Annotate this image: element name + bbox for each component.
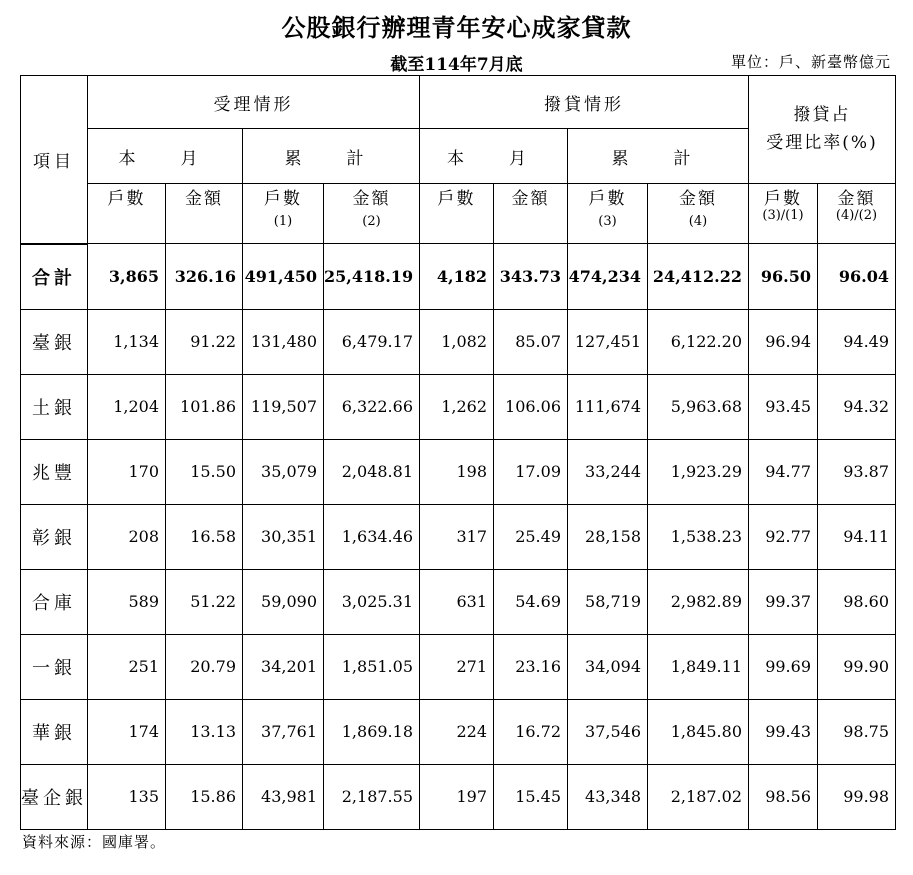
bank-name-cell: 臺企銀 (21, 764, 88, 829)
value-cell: 98.60 (818, 569, 896, 634)
value-cell: 3,025.31 (324, 569, 420, 634)
value-cell: 6,479.17 (324, 309, 420, 374)
value-cell: 208 (88, 504, 166, 569)
ratio-header-line1: 撥貸占 (793, 105, 851, 126)
value-cell: 93.87 (818, 439, 896, 504)
col-ratio-households: 戶數 (3)/(1) (749, 184, 818, 244)
unit-label: 單位：戶、新臺幣億元 (730, 53, 891, 71)
value-cell: 24,412.22 (648, 244, 749, 310)
table-body (21, 244, 896, 830)
value-cell: 99.98 (818, 764, 896, 829)
value-cell: 35,079 (243, 439, 324, 504)
value-cell: 317 (420, 504, 494, 569)
accept-group-header: 受理情形 (88, 76, 420, 129)
value-cell: 96.94 (749, 309, 818, 374)
value-cell: 343.73 (494, 244, 568, 310)
col-ratio-amount: 金額 (4)/(2) (818, 184, 896, 244)
value-cell: 4,182 (420, 244, 494, 310)
value-cell: 15.50 (166, 439, 243, 504)
value-cell: 96.04 (818, 244, 896, 310)
value-cell: 17.09 (494, 439, 568, 504)
value-cell: 98.75 (818, 699, 896, 764)
value-cell: 106.06 (494, 374, 568, 439)
accept-cumulative-header: 累 計 (243, 129, 420, 184)
value-cell: 54.69 (494, 569, 568, 634)
value-cell: 25.49 (494, 504, 568, 569)
value-cell: 3,865 (88, 244, 166, 310)
value-cell: 224 (420, 699, 494, 764)
table-row (21, 309, 896, 374)
value-cell: 28,158 (568, 504, 648, 569)
value-cell: 58,719 (568, 569, 648, 634)
ratio-group-header (749, 76, 896, 184)
bank-name-cell: 彰銀 (21, 504, 88, 569)
value-cell: 2,048.81 (324, 439, 420, 504)
value-cell: 6,322.66 (324, 374, 420, 439)
value-cell: 25,418.19 (324, 244, 420, 310)
value-cell: 94.49 (818, 309, 896, 374)
value-cell: 34,201 (243, 634, 324, 699)
col-accept-month-households: 戶數 (88, 184, 166, 244)
value-cell: 1,538.23 (648, 504, 749, 569)
value-cell: 101.86 (166, 374, 243, 439)
value-cell: 111,674 (568, 374, 648, 439)
value-cell: 20.79 (166, 634, 243, 699)
value-cell: 2,187.02 (648, 764, 749, 829)
value-cell: 1,262 (420, 374, 494, 439)
value-cell: 131,480 (243, 309, 324, 374)
bank-name-cell: 合計 (21, 244, 88, 310)
value-cell: 43,348 (568, 764, 648, 829)
table-row (21, 699, 896, 764)
value-cell: 93.45 (749, 374, 818, 439)
table-row (21, 634, 896, 699)
table-row (21, 569, 896, 634)
col-disburse-cum-households: 戶數 (3) (568, 184, 648, 244)
page-title: 公股銀行辦理青年安心成家貸款 (281, 13, 632, 42)
col-accept-cum-households: 戶數 (1) (243, 184, 324, 244)
value-cell: 43,981 (243, 764, 324, 829)
value-cell: 326.16 (166, 244, 243, 310)
value-cell: 119,507 (243, 374, 324, 439)
value-cell: 197 (420, 764, 494, 829)
value-cell: 251 (88, 634, 166, 699)
value-cell: 1,082 (420, 309, 494, 374)
bank-name-cell: 華銀 (21, 699, 88, 764)
value-cell: 96.50 (749, 244, 818, 310)
col-disburse-month-amount: 金額 (494, 184, 568, 244)
value-cell: 91.22 (166, 309, 243, 374)
source-note: 資料來源：國庫署。 (22, 833, 167, 851)
value-cell: 33,244 (568, 439, 648, 504)
value-cell: 51.22 (166, 569, 243, 634)
value-cell: 474,234 (568, 244, 648, 310)
value-cell: 170 (88, 439, 166, 504)
value-cell: 23.16 (494, 634, 568, 699)
col-disburse-month-households: 戶數 (420, 184, 494, 244)
table-row (21, 439, 896, 504)
value-cell: 99.90 (818, 634, 896, 699)
value-cell: 94.32 (818, 374, 896, 439)
value-cell: 1,204 (88, 374, 166, 439)
value-cell: 16.58 (166, 504, 243, 569)
accept-month-header: 本 月 (88, 129, 243, 184)
bank-name-cell: 合庫 (21, 569, 88, 634)
table-row-total (21, 244, 896, 310)
value-cell: 589 (88, 569, 166, 634)
table-row (21, 504, 896, 569)
value-cell: 1,134 (88, 309, 166, 374)
value-cell: 1,634.46 (324, 504, 420, 569)
value-cell: 174 (88, 699, 166, 764)
value-cell: 198 (420, 439, 494, 504)
table-row (21, 764, 896, 829)
table-header (21, 76, 896, 244)
col-disburse-cum-amount: 金額 (4) (648, 184, 749, 244)
bank-name-cell: 一銀 (21, 634, 88, 699)
value-cell: 2,187.55 (324, 764, 420, 829)
value-cell: 5,963.68 (648, 374, 749, 439)
value-cell: 1,923.29 (648, 439, 749, 504)
value-cell: 1,851.05 (324, 634, 420, 699)
loan-table (20, 75, 896, 830)
table-row (21, 374, 896, 439)
value-cell: 271 (420, 634, 494, 699)
value-cell: 34,094 (568, 634, 648, 699)
value-cell: 13.13 (166, 699, 243, 764)
value-cell: 99.37 (749, 569, 818, 634)
col-accept-cum-amount: 金額 (2) (324, 184, 420, 244)
value-cell: 127,451 (568, 309, 648, 374)
value-cell: 37,761 (243, 699, 324, 764)
ratio-header-line2: 受理比率(%) (766, 132, 878, 153)
date-subtitle: 截至114年7月底 (390, 55, 523, 75)
value-cell: 1,845.80 (648, 699, 749, 764)
bank-name-cell: 土銀 (21, 374, 88, 439)
disburse-month-header: 本 月 (420, 129, 568, 184)
value-cell: 16.72 (494, 699, 568, 764)
bank-name-cell: 臺銀 (21, 309, 88, 374)
value-cell: 15.45 (494, 764, 568, 829)
value-cell: 6,122.20 (648, 309, 749, 374)
value-cell: 1,869.18 (324, 699, 420, 764)
value-cell: 631 (420, 569, 494, 634)
item-header: 項目 (21, 76, 88, 244)
col-accept-month-amount: 金額 (166, 184, 243, 244)
value-cell: 30,351 (243, 504, 324, 569)
value-cell: 94.77 (749, 439, 818, 504)
value-cell: 98.56 (749, 764, 818, 829)
value-cell: 92.77 (749, 504, 818, 569)
value-cell: 85.07 (494, 309, 568, 374)
disburse-group-header: 撥貸情形 (420, 76, 749, 129)
value-cell: 491,450 (243, 244, 324, 310)
value-cell: 2,982.89 (648, 569, 749, 634)
value-cell: 99.43 (749, 699, 818, 764)
value-cell: 37,546 (568, 699, 648, 764)
value-cell: 59,090 (243, 569, 324, 634)
value-cell: 15.86 (166, 764, 243, 829)
bank-name-cell: 兆豐 (21, 439, 88, 504)
disburse-cumulative-header: 累 計 (568, 129, 749, 184)
value-cell: 135 (88, 764, 166, 829)
value-cell: 1,849.11 (648, 634, 749, 699)
value-cell: 99.69 (749, 634, 818, 699)
value-cell: 94.11 (818, 504, 896, 569)
